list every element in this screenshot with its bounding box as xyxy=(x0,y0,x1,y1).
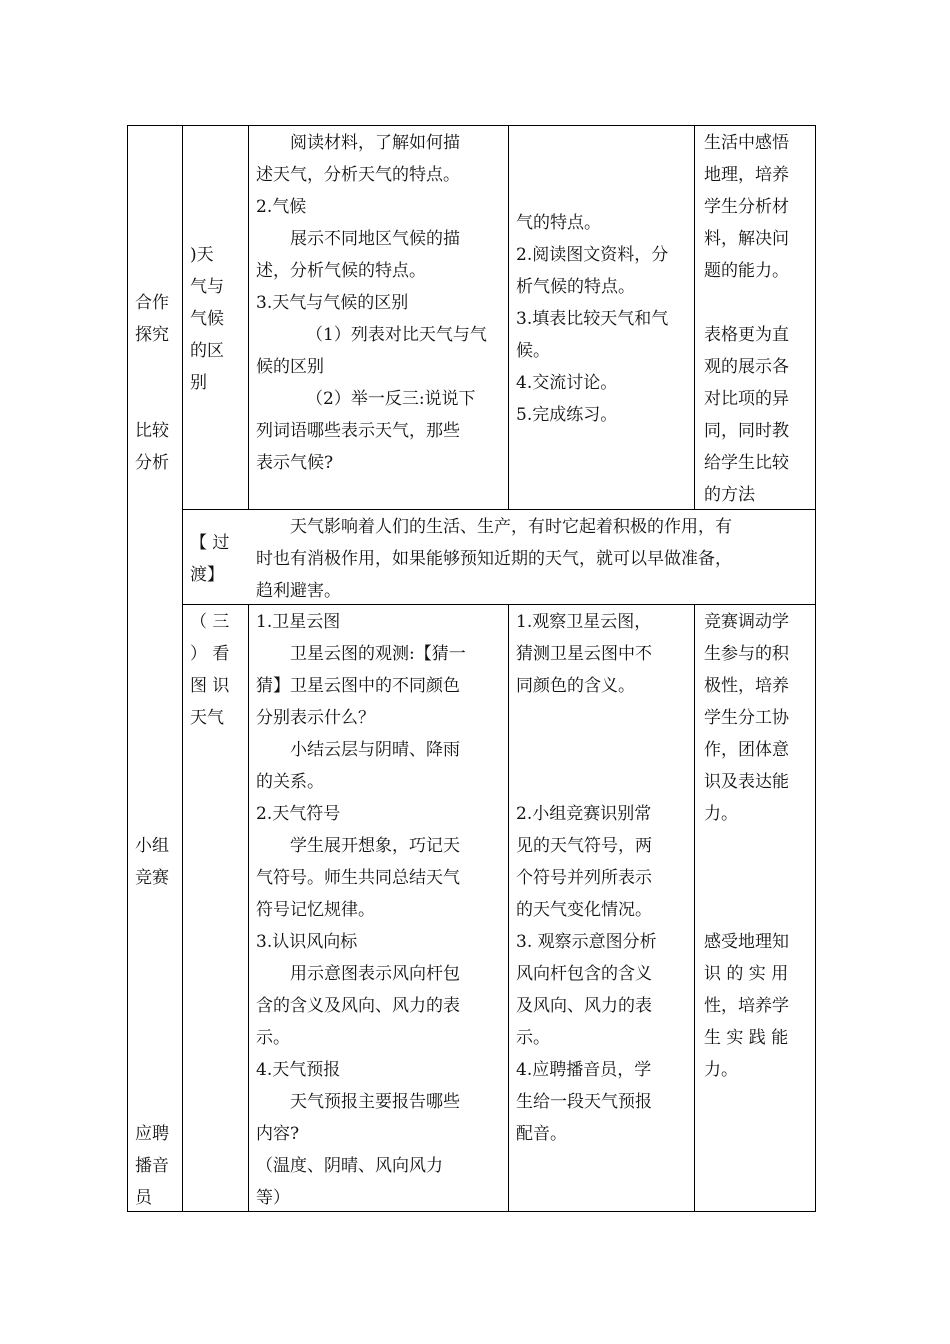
col-divider-2-row1 xyxy=(248,125,249,509)
section-title-read-maps: （ 三 ） 看 图 识 天气 xyxy=(190,612,230,728)
col-divider-3-row3 xyxy=(508,604,509,1212)
col-divider-2-row3 xyxy=(248,604,249,1212)
activity-label-group-contest: 小组 竞赛 xyxy=(135,836,169,888)
col-divider-4-row3 xyxy=(694,604,695,1212)
student-activity-row3-satellite: 1.观察卫星云图， 猜测卫星云图中不 同颜色的含义。 xyxy=(516,612,652,696)
col-divider-1 xyxy=(182,125,183,1212)
col-divider-4-row1 xyxy=(694,125,695,509)
student-activity-row3-contest: 2.小组竞赛识别常 见的天气符号，两 个符号并列所表示 的天气变化情况。 3. 观察示意图分析 风向杆包含的含义 及风向、风力的表 示。 4.应聘播音员，学 生给一段天气预报 配音。 xyxy=(516,804,657,1144)
activity-label-cooperate: 合作 探究 比较 分析 xyxy=(135,293,169,473)
table-border-left xyxy=(127,125,128,1212)
student-activity-row1: 气的特点。 2.阅读图文资料，分 析气候的特点。 3.填表比较天气和气 候。 4.交流讨论。 5.完成练习。 xyxy=(516,213,669,425)
activity-label-announcer: 应聘 播音 员 xyxy=(135,1124,169,1208)
transition-label: 【 过 渡】 xyxy=(190,533,230,585)
design-intent-row3-practice: 感受地理知 识 的 实 用 性，培养学 生 实 践 能 力。 xyxy=(704,932,789,1080)
teacher-activity-row3: 1.卫星云图 卫星云图的观测:【猜一 猜】卫星云图中的不同颜色 分别表示什么？ 小结云层与阴晴、降雨 的关系。 2.天气符号 学生展开想象，巧记天 气符号。师生共同总结天气 符号记忆规律。 3.认识风向标 用示意图表示风向杆包 含的含义及风向、风力的表 示。 4.天气预报 天气预报主要报告哪些 内容? （温度、阴晴、风向风力 等） xyxy=(256,612,466,1208)
teacher-activity-row1: 阅读材料，了解如何描 述天气，分析天气的特点。 2.气候 展示不同地区气候的描 述，分析气候的特点。 3.天气与气候的区别 （1）列表对比天气与气 候的区别 （2）举一反三:说说下 列词语哪些表示天气，那些 表示气候? xyxy=(256,133,487,473)
transition-text: 天气影响着人们的生活、生产，有时它起着积极的作用，有 时也有消极作用，如果能够预知近期的天气，就可以早做准备， 趋利避害。 xyxy=(256,517,732,601)
design-intent-row1: 生活中感悟 地理，培养 学生分析材 料，解决问 题的能力。 表格更为直 观的展示各 对比项的异 同，同时教 给学生比较 的方法 xyxy=(704,133,789,505)
col-divider-3-row1 xyxy=(508,125,509,509)
table-border-right xyxy=(815,125,816,1212)
design-intent-row3-contest: 竞赛调动学 生参与的积 极性，培养 学生分工协 作，团体意 识及表达能 力。 xyxy=(704,612,789,824)
section-title-weather-climate: )天 气与 气候 的区 别 xyxy=(190,245,224,393)
table-border-top xyxy=(127,125,816,126)
